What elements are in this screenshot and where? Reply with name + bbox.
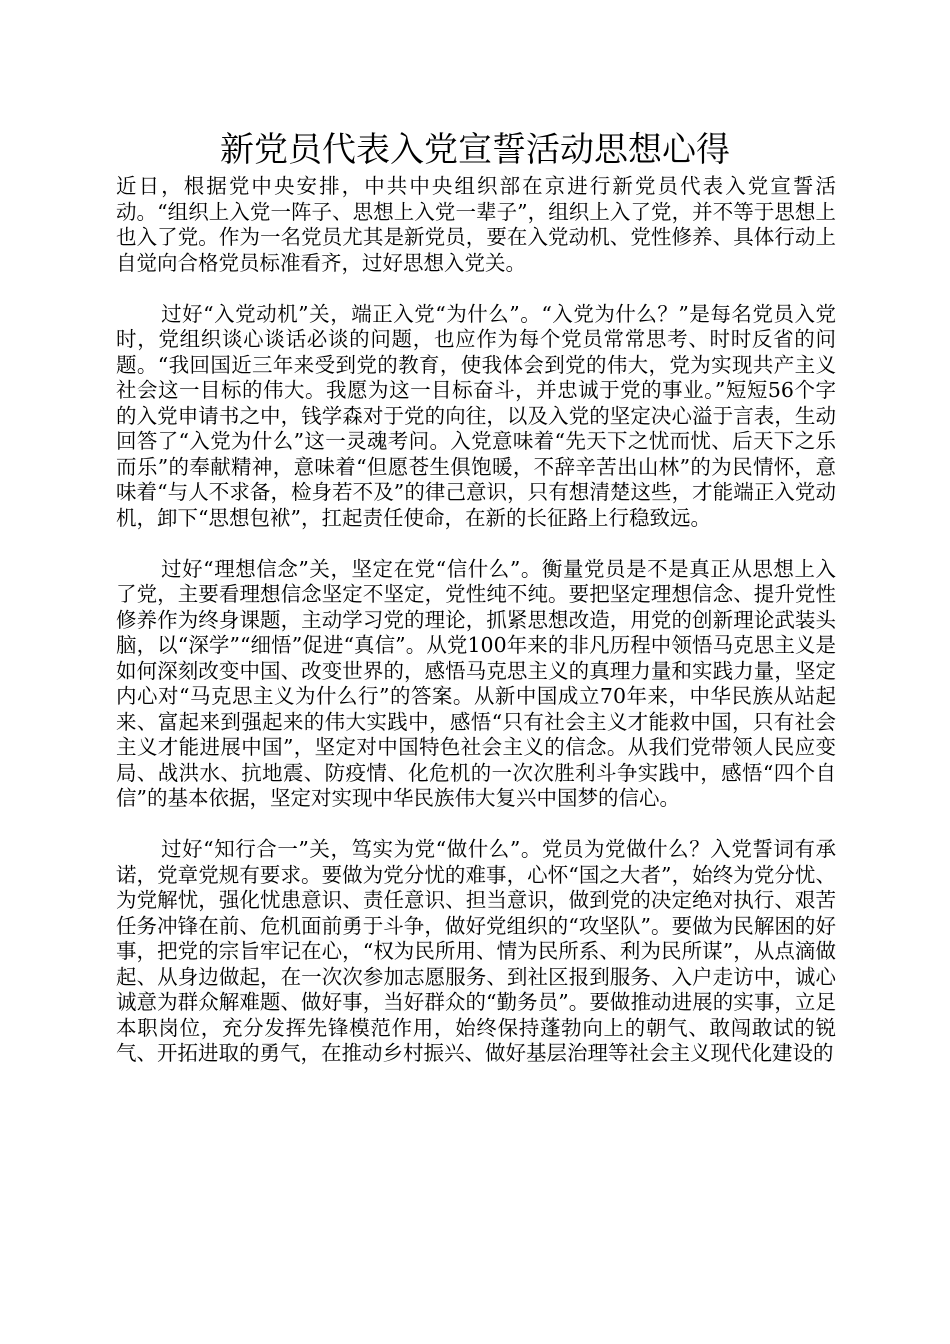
document-body bbox=[116, 174, 836, 1092]
paragraph-intro: 近日，根据党中央安排，中共中央组织部在京进行新党员代表入党宣誓活动。“组织上入党一阵子、思想上入党一辈子”，组织上入了党，并不等于思想上也入了党。作为一名党员尤其是新党员，要在入党动机、党性修养、具体行动上自觉向合格党员标准看齐，过好思想入党关。 bbox=[116, 174, 836, 275]
paragraph-practice: 过好“知行合一”关，笃实为党“做什么”。党员为党做什么？入党誓词有承诺，党章党规有要求。要做为党分忧的难事，心怀“国之大者”，始终为党分忧、为党解忧，强化忧患意识、责任意识、担当意识，做到党的决定绝对执行、艰苦任务冲锋在前、危机面前勇于斗争，做好党组织的“攻坚队”。要做为民解困的好事，把党的宗旨牢记在心，“权为民所用、情为民所系、利为民所谋”，从点滴做起、从身边做起，在一次次参加志愿服务、到社区报到服务、入户走访中，诚心诚意为群众解难题、做好事，当好群众的“勤务员”。要做推动进展的实事，立足本职岗位，充分发挥先锋模范作用，始终保持蓬勃向上的朝气、敢闯敢试的锐气、开拓进取的勇气，在推动乡村振兴、做好基层治理等社会主义现代化建设的 bbox=[116, 837, 836, 1065]
paragraph-ideals: 过好“理想信念”关，坚定在党“信什么”。衡量党员是不是真正从思想上入了党，主要看理想信念坚定不坚定，党性纯不纯。要把坚定理想信念、提升党性修养作为终身课题，主动学习党的理论，抓紧思想改造，用党的创新理论武装头脑，以“深学”“细悟”促进“真信”。从党100年来的非凡历程中领悟马克思主义是如何深刻改变中国、改变世界的，感悟马克思主义的真理力量和实践力量，坚定内心对“马克思主义为什么行”的答案。从新中国成立70年来，中华民族从站起来、富起来到强起来的伟大实践中，感悟“只有社会主义才能救中国，只有社会主义才能进展中国”，坚定对中国特色社会主义的信念。从我们党带领人民应变局、战洪水、抗地震、防疫情、化危机的一次次胜利斗争实践中，感悟“四个自信”的基本依据，坚定对实现中华民族伟大复兴中国梦的信心。 bbox=[116, 556, 836, 810]
document-title: 新党员代表入党宣誓活动思想心得 bbox=[220, 130, 730, 170]
paragraph-motivation: 过好“入党动机”关，端正入党“为什么”。“入党为什么？”是每名党员入党时，党组织谈心谈话必谈的问题，也应作为每个党员常常思考、时时反省的问题。“我回国近三年来受到党的教育，使我体会到党的伟大，党为实现共产主义社会这一目标的伟大。我愿为这一目标奋斗，并忠诚于党的事业。”短短56个字的入党申请书之中，钱学森对于党的向往，以及入党的坚定决心溢于言表，生动回答了“入党为什么”这一灵魂考问。入党意味着“先天下之忧而忧、后天下之乐而乐”的奉献精神，意味着“但愿苍生俱饱暖，不辞辛苦出山林”的为民情怀，意味着“与人不求备，检身若不及”的律己意识，只有想清楚这些，才能端正入党动机，卸下“思想包袱”，扛起责任使命，在新的长征路上行稳致远。 bbox=[116, 301, 836, 530]
